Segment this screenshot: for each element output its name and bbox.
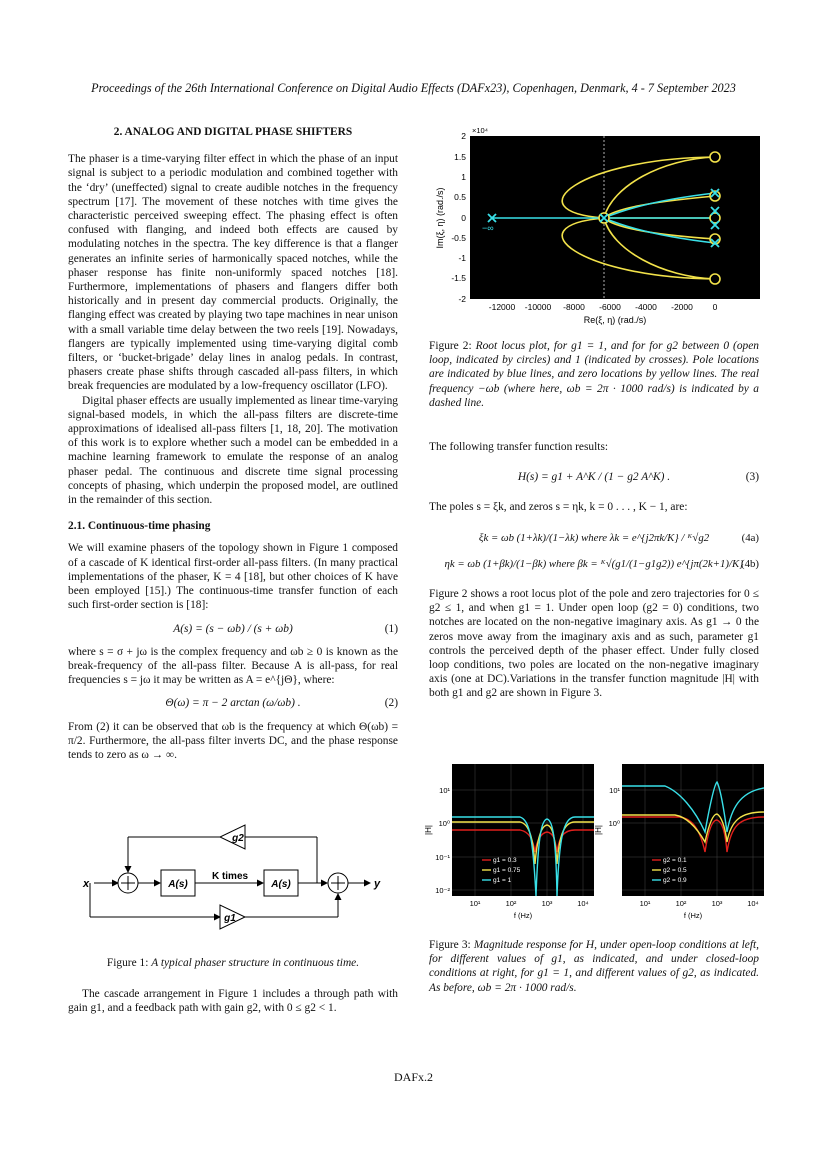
- fig2-ylabel: Im(ξ, η) (rad./s): [435, 187, 445, 249]
- fig3-right-legend-1: g2 = 0.5: [663, 867, 687, 874]
- fig2-xtick-1: -10000: [524, 302, 552, 312]
- equation-1-body: A(s) = (s − ωb) / (s + ωb): [173, 622, 293, 635]
- paragraph-root-locus: Figure 2 shows a root locus plot of the pole and zero trajectories for 0 ≤ g2 ≤ 1, and when g1 = 1. Under open loop (g2 = 0) conditions, two notches are located on the non-negative imaginary axis. As g1 → 0 the zeros move away from the imaginary axis and as such, parameter g1 controls the perceived depth of the phaser effect. Under fully closed loop conditions, two poles are located on the non-negative imaginary axis (one at DC).Variations in the transfer function magnitude |H| with both g1 and g2 are shown in Figure 3.: [429, 588, 759, 700]
- fig1-block-a2: A(s): [271, 879, 291, 890]
- paragraph-intro: The phaser is a time-varying filter effect in which the phase of an input signal is subject to a periodic modulation and combined together with the ‘dry’ (uneffected) signal to create audible notches in the frequency spectrum [17]. The movement of these notches with time gives the characteristic perceived sweeping effect. The phasing effect is often confused with flanging, and indeed both effects are caused by modulating notches in the spectra. The key difference is that a flanger generates an infinite series of harmonically spaced notches, while the phaser response has finite non-uniformly spaced notches [18]. Furthermore, implementations of phasers and flangers differ both historically and in present day commercial products. Originally, the flanging effect was created by playing two tape machines in near unison with a small variable time delay between the two reels [19]. Nowadays, flangers are typically implemented using time-varying digital comb filters, or ‘bucket-brigade’ delay lines in analog pedals. In contrast, phasers create phase shifts through cascaded all-pass filters, in which break frequencies are modulated by a low-frequency oscillator (LFO).: [68, 153, 398, 393]
- equation-3: [429, 470, 759, 484]
- fig3-left-ytick-2: 10⁻¹: [435, 853, 450, 862]
- fig3-left-legend-2: g1 = 1: [493, 877, 512, 884]
- fig2-ytick-3: 0.5: [454, 192, 466, 202]
- equation-1-number: (1): [384, 622, 398, 635]
- fig3-left-ylabel: |H|: [424, 825, 433, 835]
- equation-1: [68, 622, 398, 636]
- fig3-right-ytick-1: 10⁰: [608, 819, 620, 828]
- fig3-right-xlabel: f (Hz): [683, 911, 703, 920]
- figure-2-caption: [429, 339, 759, 410]
- equation-2-body: Θ(ω) = π − 2 arctan (ω/ωb) .: [165, 697, 301, 710]
- fig2-caption-text: Root locus plot, for g1 = 1, and for for g2 between 0 (open loop, indicated by circles) and 1 (indicated by crosses). Pole locations are indicated by blue lines, and zero locations by yellow lines. The real frequency −ωb (where here, ωb = 2π · 1000 rad/s) is indicated by a dashed line.: [429, 340, 759, 409]
- paragraph-complex-freq: where s = σ + jω is the complex frequency and ωb ≥ 0 is known as the break-frequency of the all-pass filter. Because A is all-pass, for real frequencies s = jω it may be written as A = e^{jΘ}, where:: [68, 645, 398, 687]
- fig2-ytick-5: -0.5: [451, 233, 466, 243]
- fig3-right-legend-0: g2 = 0.1: [663, 857, 687, 864]
- fig2-y-exponent: ×10⁴: [472, 126, 488, 135]
- fig2-ytick-6: -1: [458, 253, 466, 263]
- figure-1-caption: [68, 956, 398, 970]
- fig3-left-xtick-1: 10²: [505, 899, 517, 908]
- fig3-right-legend-2: g2 = 0.9: [663, 877, 687, 884]
- fig2-ytick-1: 1.5: [454, 152, 466, 162]
- equation-3-body: H(s) = g1 + A^K / (1 − g2 A^K) .: [517, 471, 671, 484]
- paragraph-cascade: The cascade arrangement in Figure 1 includes a through path with gain g1, and a feedback path with gain g2, with 0 ≤ g2 < 1.: [68, 988, 398, 1015]
- fig3-left-xtick-3: 10⁴: [577, 899, 589, 908]
- page-footer: DAFx.2: [393, 1070, 433, 1084]
- subsection-title: 2.1. Continuous-time phasing: [68, 520, 211, 533]
- fig1-caption-text: A typical phaser structure in continuous time.: [151, 957, 360, 969]
- fig1-g1: g1: [224, 913, 236, 924]
- fig1-k-times: K times: [211, 871, 249, 882]
- paragraph-observation: From (2) it can be observed that ωb is the frequency at which Θ(ωb) = π/2. Furthermore, the all-pass filter inverts DC, and the phase response tends to zero as ω → ∞.: [68, 720, 398, 761]
- figure-3-magnitude: [425, 760, 765, 925]
- fig3-left-ytick-3: 10⁻²: [435, 886, 450, 895]
- fig2-ytick-0: 2: [461, 131, 466, 141]
- fig3-right-ytick-0: 10¹: [609, 786, 620, 795]
- fig2-xtick-4: -4000: [635, 302, 657, 312]
- fig3-caption-text: Magnitude response for H, under open-loop conditions at left, for different values of g1, as indicated, and under closed-loop conditions at right, for g1 = 1, and different values of g2, as indicated. As before, ωb = 2π · 1000 rad/s.: [429, 939, 760, 994]
- equation-4b-number: (4b): [741, 557, 759, 570]
- fig3-left-xtick-2: 10³: [541, 899, 553, 908]
- equation-4b: [429, 557, 759, 571]
- fig1-label-y: y: [374, 878, 381, 890]
- equation-2-number: (2): [384, 697, 398, 710]
- fig2-inf-label: −∞: [482, 223, 494, 233]
- fig3-right-xtick-1: 10²: [675, 899, 687, 908]
- equation-2: [68, 696, 398, 710]
- figure-2-root-locus: [432, 126, 762, 331]
- paragraph-poles: The poles s = ξk, and zeros s = ηk, k = 0 . . . , K − 1, are:: [429, 501, 688, 514]
- right-column: [429, 440, 759, 701]
- fig3-left-xlabel: f (Hz): [513, 911, 533, 920]
- fig2-xtick-0: -12000: [488, 302, 516, 312]
- fig3-left-ytick-0: 10¹: [439, 786, 450, 795]
- figure-1-diagram: [80, 825, 390, 940]
- fig3-left-xtick-0: 10¹: [469, 899, 481, 908]
- fig3-left-legend-0: g1 = 0.3: [493, 857, 517, 864]
- section-title: 2. ANALOG AND DIGITAL PHASE SHIFTERS: [113, 126, 353, 138]
- fig3-caption-prefix: Figure 3:: [429, 939, 471, 951]
- fig2-ytick-8: -2: [458, 294, 466, 304]
- fig2-xlabel: Re(ξ, η) (rad./s): [583, 315, 647, 325]
- paragraph-cascade-block: [68, 987, 398, 1015]
- fig1-label-x: x: [83, 878, 90, 890]
- fig1-g2: g2: [232, 833, 244, 844]
- fig3-left-ytick-1: 10⁰: [438, 819, 450, 828]
- fig2-xtick-2: -8000: [563, 302, 585, 312]
- fig1-caption-prefix: Figure 1:: [106, 957, 149, 969]
- paragraph-digital: Digital phaser effects are usually implemented as linear time-varying signal-based models, in which the all-pass filters are discrete-time approximations of idealised all-pass filters [1, 18, 20]. The motivation of this work is to explore whether such a model can be embedded in a machine learning framework to emulate the response of an analog phaser pedal. The continuous and discrete time signal processing concepts of phasing, which underpin the proposed model, are outlined in the remainder of this section.: [68, 394, 398, 507]
- fig2-ytick-2: 1: [461, 172, 466, 182]
- equation-4a-number: (4a): [741, 531, 759, 544]
- left-column: [68, 125, 398, 762]
- equation-4b-body: ηk = ωb (1+βk)/(1−βk) where βk = ᴷ√(g1/(1−g1g2)) e^{jπ(2k+1)/K}: [444, 557, 744, 570]
- fig3-left-legend-1: g1 = 0.75: [493, 867, 521, 874]
- paragraph-topology: We will examine phasers of the topology shown in Figure 1 composed of a cascade of K identical first-order all-pass filters. (In many practical implementations of the phaser, K = 4 [18], but other choices of K have been employed [15].) The continuous-time transfer function of each such first-order section is [18]:: [68, 542, 398, 612]
- equation-4a-body: ξk = ωb (1+λk)/(1−λk) where λk = e^{j2πk/K} / ᴷ√g2: [478, 531, 710, 544]
- fig2-ytick-7: -1.5: [451, 273, 466, 283]
- fig2-xtick-5: -2000: [671, 302, 693, 312]
- fig2-caption-prefix: Figure 2:: [429, 340, 472, 352]
- figure-3-caption: [429, 938, 759, 995]
- fig1-block-a1: A(s): [168, 879, 188, 890]
- fig3-right-xtick-3: 10⁴: [747, 899, 759, 908]
- fig3-right-xtick-2: 10³: [711, 899, 723, 908]
- paragraph-transfer: The following transfer function results:: [429, 441, 609, 453]
- fig2-ytick-4: 0: [461, 213, 466, 223]
- fig2-xtick-6: 0: [712, 302, 718, 312]
- equation-3-number: (3): [745, 471, 759, 484]
- fig3-right-ylabel: |H|: [594, 825, 603, 835]
- equation-4a: [429, 531, 759, 545]
- fig2-xtick-3: -6000: [599, 302, 621, 312]
- fig3-right-xtick-0: 10¹: [639, 899, 651, 908]
- running-header: Proceedings of the 26th International Conference on Digital Audio Effects (DAFx23), Copenhagen, Denmark, 4 - 7 September 2023: [91, 81, 736, 95]
